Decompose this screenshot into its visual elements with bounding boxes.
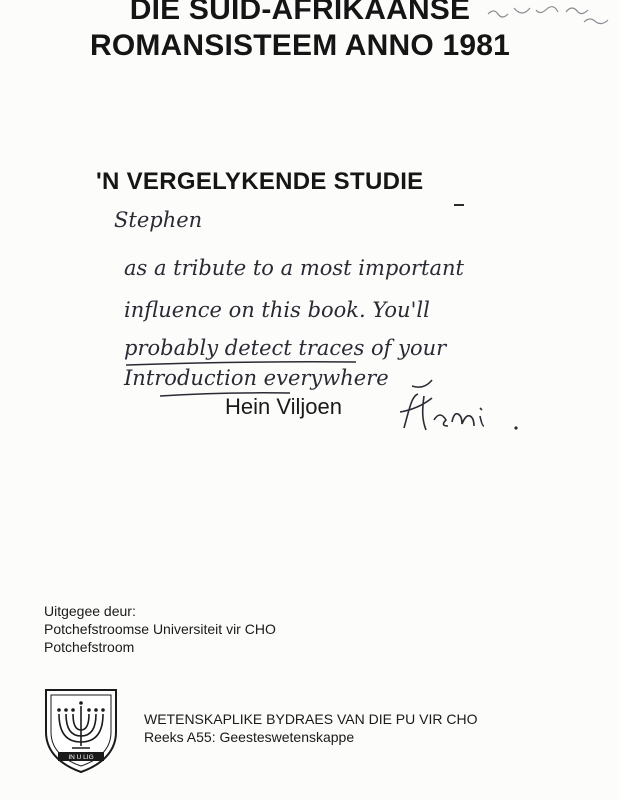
corner-handwritten-scribble: [484, 0, 614, 26]
book-subtitle: 'N VERGELYKENDE STUDIE: [96, 168, 424, 195]
inscription-line-3: probably detect traces of your: [124, 336, 447, 360]
publisher-block: [44, 602, 276, 656]
ink-mark: [454, 204, 464, 206]
book-title-line-2: ROMANSISTEEM ANNO 1981: [89, 29, 511, 62]
inscription-line-4: Introduction everywhere: [124, 366, 389, 390]
publisher-name: Potchefstroomse Universiteit vir CHO: [44, 621, 276, 637]
publisher-label: Uitgegee deur:: [44, 603, 136, 619]
emblem-motto: IN U LIG: [68, 754, 94, 761]
series-name: WETENSKAPLIKE BYDRAES VAN DIE PU VIR CHO: [144, 711, 478, 727]
handwritten-signature: [388, 386, 528, 436]
publisher-city: Potchefstroom: [44, 639, 135, 655]
menorah-shield-icon: [40, 684, 122, 776]
series-reeks: Reeks A55: Geesteswetenskappe: [144, 729, 355, 745]
series-block: [144, 710, 477, 746]
inscription-line-1: as a tribute to a most important: [124, 256, 464, 280]
inscription-salutation: Stephen: [114, 208, 203, 232]
inscription-line-2: influence on this book. You'll: [124, 298, 430, 322]
author-name: Hein Viljoen: [225, 394, 343, 419]
book-title-line-1: DIE SUID-AFRIKAANSE: [129, 0, 471, 26]
